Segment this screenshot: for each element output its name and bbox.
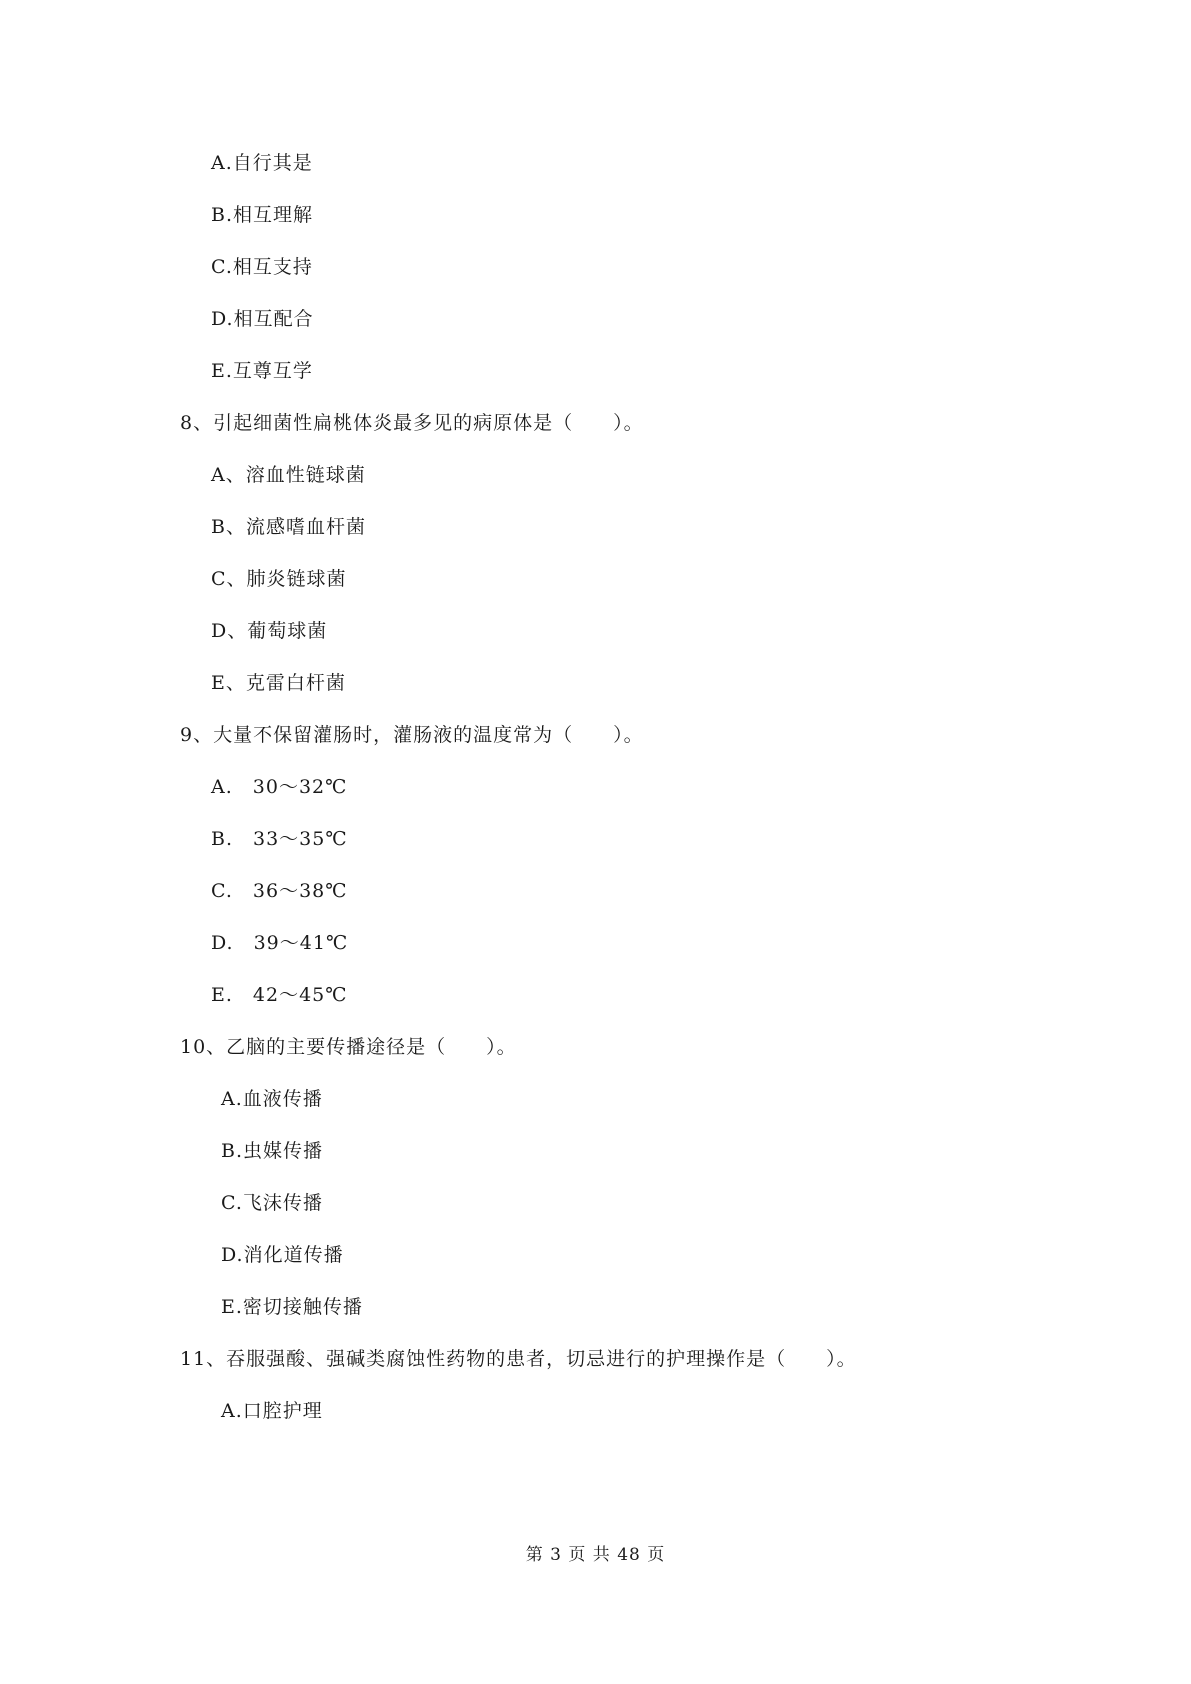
q8-option-d: D、葡萄球菌 bbox=[211, 620, 328, 642]
q8-option-a: A、溶血性链球菌 bbox=[211, 464, 366, 486]
q8-option-b: B、流感嗜血杆菌 bbox=[211, 516, 366, 538]
q10-option-e: E.密切接触传播 bbox=[221, 1296, 363, 1318]
q9-question: 9、大量不保留灌肠时，灌肠液的温度常为（ ）。 bbox=[180, 724, 644, 746]
q9-option-b: B. 33～35℃ bbox=[211, 828, 348, 850]
q7-option-c: C.相互支持 bbox=[211, 256, 313, 278]
q10-option-d: D.消化道传播 bbox=[221, 1244, 344, 1266]
q11-question: 11、吞服强酸、强碱类腐蚀性药物的患者，切忌进行的护理操作是（ ）。 bbox=[180, 1348, 857, 1370]
q10-option-c: C.飞沫传播 bbox=[221, 1192, 323, 1214]
q10-option-b: B.虫媒传播 bbox=[221, 1140, 324, 1162]
q7-option-b: B.相互理解 bbox=[211, 204, 314, 226]
q9-option-e: E. 42～45℃ bbox=[211, 984, 348, 1006]
q7-option-e: E.互尊互学 bbox=[211, 360, 313, 382]
page-footer: 第 3 页 共 48 页 bbox=[525, 1545, 666, 1565]
q9-option-a: A. 30～32℃ bbox=[211, 776, 348, 798]
q9-option-c: C. 36～38℃ bbox=[211, 880, 348, 902]
q8-option-e: E、克雷白杆菌 bbox=[211, 672, 346, 694]
q7-option-a: A.自行其是 bbox=[211, 152, 313, 174]
q8-question: 8、引起细菌性扁桃体炎最多见的病原体是（ ）。 bbox=[180, 412, 644, 434]
q9-option-d: D. 39～41℃ bbox=[211, 932, 349, 954]
q8-option-c: C、肺炎链球菌 bbox=[211, 568, 347, 590]
q7-option-d: D.相互配合 bbox=[211, 308, 314, 330]
q10-question: 10、乙脑的主要传播途径是（ ）。 bbox=[180, 1036, 517, 1058]
q10-option-a: A.血液传播 bbox=[221, 1088, 323, 1110]
q11-option-a: A.口腔护理 bbox=[221, 1400, 323, 1422]
